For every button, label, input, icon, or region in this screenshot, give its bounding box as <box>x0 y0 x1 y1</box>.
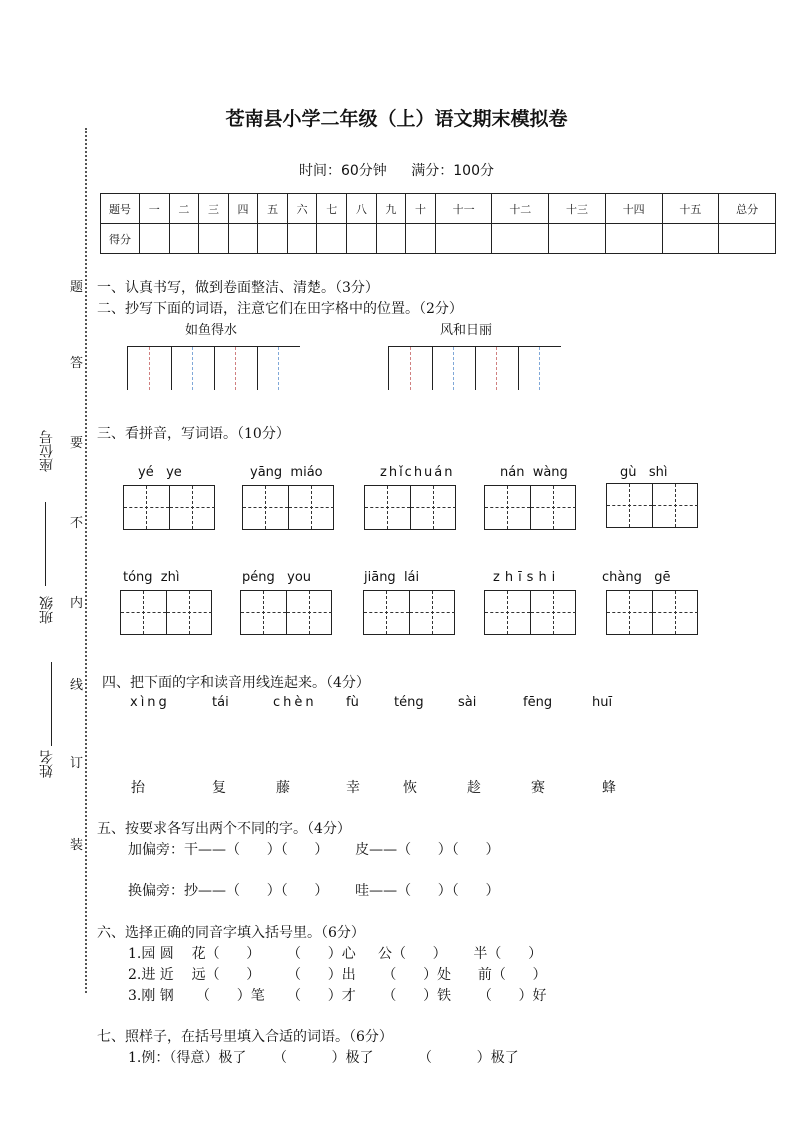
pinyin-label: yé ye <box>138 465 182 480</box>
question-2: 二、抄写下面的词语，注意它们在田字格中的位置。（2分） <box>97 301 463 317</box>
homophone-line: 3.刚 钢 （ ）笔 （ ）才 （ ）铁 （ ）好 <box>128 988 547 1004</box>
pinyin-option: fù <box>346 695 359 710</box>
pinyin-label: zhǐchuán <box>380 465 455 480</box>
exam-full-score: 满分：100分 <box>411 163 494 179</box>
pinyin-label: tóng zhì <box>123 570 180 585</box>
score-header-cell: 一 <box>140 194 170 224</box>
question-4: 四、把下面的字和读音用线连起来。（4分） <box>102 675 370 691</box>
binding-dotted-line <box>85 128 87 993</box>
seal-char: 装 <box>70 838 84 853</box>
pinyin-label: nán wàng <box>500 465 568 480</box>
pinyin-option: téng <box>394 695 424 710</box>
score-cell[interactable] <box>287 224 317 254</box>
tianzige-box[interactable] <box>123 485 215 530</box>
character-option: 抬 <box>131 780 145 796</box>
character-option: 蜂 <box>602 780 616 796</box>
seal-char: 内 <box>70 596 84 611</box>
score-cell[interactable] <box>199 224 229 254</box>
pinyin-option: xìng <box>130 695 170 710</box>
tianzige-box[interactable] <box>363 590 455 635</box>
tianzige-box[interactable] <box>240 590 332 635</box>
copy-grid-2[interactable] <box>388 346 561 390</box>
pinyin-option: tái <box>212 695 229 710</box>
pinyin-option: fēng <box>523 695 553 710</box>
score-header-cell: 十五 <box>662 194 719 224</box>
score-cell[interactable] <box>228 224 258 254</box>
seal-char: 线 <box>70 678 84 693</box>
tianzige-box[interactable] <box>120 590 212 635</box>
page-title: 苍南县小学二年级（上）语文期末模拟卷 <box>225 108 568 130</box>
score-header-cell: 十三 <box>549 194 606 224</box>
seal-char: 订 <box>70 756 84 771</box>
radical-add-line: 加偏旁：干——（ ）（ ） 皮——（ ）（ ） <box>128 842 500 858</box>
tianzige-box[interactable] <box>364 485 456 530</box>
score-cell[interactable] <box>662 224 719 254</box>
score-cell[interactable] <box>605 224 662 254</box>
tianzige-box[interactable] <box>484 590 576 635</box>
pinyin-label: yāng miáo <box>250 465 323 480</box>
score-header-cell: 十一 <box>435 194 492 224</box>
character-option: 复 <box>212 780 226 796</box>
tianzige-box[interactable] <box>242 485 334 530</box>
pinyin-label: péng you <box>242 570 312 585</box>
score-header-cell: 十 <box>406 194 436 224</box>
tianzige-box[interactable] <box>606 590 698 635</box>
score-header-cell: 十四 <box>605 194 662 224</box>
copy-word-2: 风和日丽 <box>440 323 493 338</box>
character-option: 藤 <box>276 780 290 796</box>
score-cell[interactable] <box>169 224 199 254</box>
score-header-cell: 十二 <box>492 194 549 224</box>
tianzige-box[interactable] <box>606 483 698 528</box>
class-label: 班级 <box>39 596 55 624</box>
score-table-score-row <box>101 224 776 254</box>
exam-info <box>0 160 793 180</box>
score-cell[interactable] <box>140 224 170 254</box>
score-cell[interactable] <box>435 224 492 254</box>
pinyin-option: huī <box>592 695 613 710</box>
score-table-header-row <box>101 194 776 224</box>
seal-char: 不 <box>70 516 84 531</box>
score-header-cell: 七 <box>317 194 347 224</box>
homophone-line: 2.进 近 远（ ） （ ）出 （ ）处 前（ ） <box>128 967 547 983</box>
score-cell[interactable] <box>549 224 606 254</box>
question-5: 五、按要求各写出两个不同的字。（4分） <box>97 821 351 837</box>
exam-time: 时间：60分钟 <box>298 163 387 179</box>
pinyin-label: chàng gē <box>602 570 671 585</box>
character-option: 幸 <box>346 780 360 796</box>
copy-grid-1[interactable] <box>127 346 300 390</box>
pinyin-option: chèn <box>273 695 317 710</box>
seal-char: 题 <box>70 280 84 295</box>
seal-char: 要 <box>70 436 84 451</box>
question-3: 三、看拼音，写词语。（10分） <box>97 426 290 442</box>
radical-swap-line: 换偏旁：抄——（ ）（ ） 哇——（ ）（ ） <box>128 883 500 899</box>
score-header-cell: 总分 <box>719 194 776 224</box>
pinyin-option: sài <box>458 695 477 710</box>
name-label: 姓名 <box>39 750 55 778</box>
question-6: 六、选择正确的同音字填入括号里。（6分） <box>97 925 365 941</box>
character-option: 恢 <box>403 780 417 796</box>
score-cell[interactable] <box>492 224 549 254</box>
score-cell[interactable] <box>317 224 347 254</box>
score-header-cell: 五 <box>258 194 288 224</box>
copy-word-1: 如鱼得水 <box>185 323 238 338</box>
question-7: 七、照样子，在括号里填入合适的词语。（6分） <box>97 1029 393 1045</box>
score-header-cell: 六 <box>287 194 317 224</box>
pinyin-label: zhīshi <box>493 570 561 585</box>
seat-number-blank[interactable] <box>45 502 46 586</box>
score-cell[interactable] <box>258 224 288 254</box>
seat-number-label: 座位号 <box>39 430 55 472</box>
seal-char: 答 <box>70 356 84 371</box>
question-1: 一、认真书写，做到卷面整洁、清楚。（3分） <box>97 280 379 296</box>
score-header-cell: 八 <box>347 194 377 224</box>
fill-phrase-line: 1.例：（得意）极了 （ ）极了 （ ）极了 <box>128 1050 519 1066</box>
class-blank[interactable] <box>51 662 52 746</box>
score-cell[interactable] <box>406 224 436 254</box>
score-header-cell: 九 <box>376 194 406 224</box>
homophone-line: 1.园 圆 花（ ） （ ）心 公（ ） 半（ ） <box>128 946 543 962</box>
score-cell[interactable] <box>347 224 377 254</box>
character-option: 趁 <box>467 780 481 796</box>
score-header-cell: 四 <box>228 194 258 224</box>
score-header-cell: 题号 <box>101 194 140 224</box>
score-cell[interactable] <box>719 224 776 254</box>
score-table <box>100 193 776 254</box>
score-header-cell: 二 <box>169 194 199 224</box>
character-option: 赛 <box>531 780 545 796</box>
tianzige-box[interactable] <box>484 485 576 530</box>
score-header-cell: 三 <box>199 194 229 224</box>
pinyin-label: jiāng lái <box>364 570 420 585</box>
score-row-label: 得分 <box>101 224 140 254</box>
pinyin-label: gù shì <box>620 465 668 480</box>
score-cell[interactable] <box>376 224 406 254</box>
